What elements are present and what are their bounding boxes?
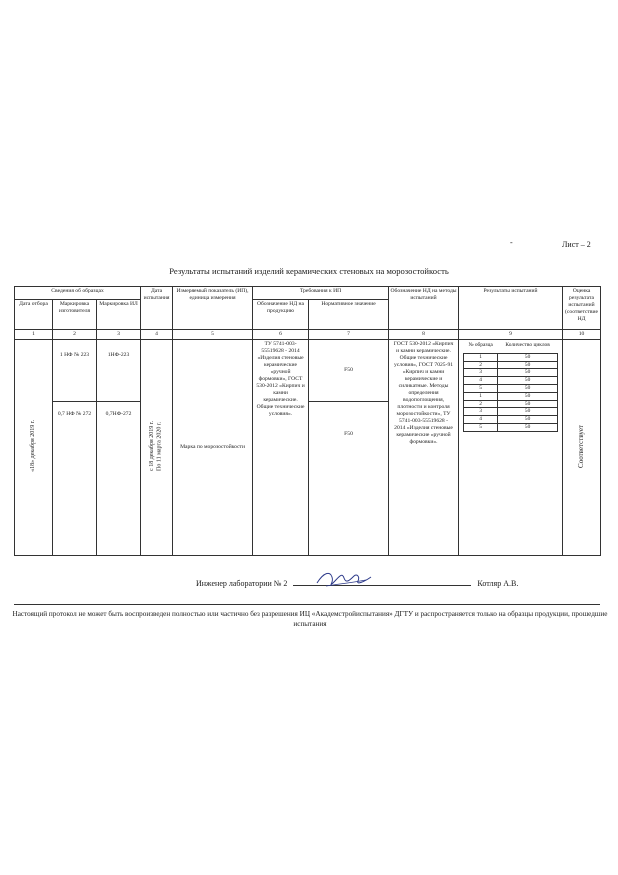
cycles-row: 2 50 <box>464 400 558 408</box>
test-date-header: Дата испытания <box>141 287 173 330</box>
methods-value: ГОСТ 530-2012 «Кирпич и камни керамические. Общие технические условия», ГОСТ 7025-91 «Кирпич и камни керамические и силикатные. Методы определения водопоглощения, плотности и контроля морозостойкости», ТУ 5741-003-55519628 - 2014 «Изделия стеновые керамические «ручной формовки». <box>393 341 454 445</box>
cycles-row: 5 50 <box>464 384 558 392</box>
document-title: Результаты испытаний изделий керамических стеновых на морозостойкость <box>169 266 449 276</box>
indicator-value: Марка по морозостойкости <box>180 444 245 450</box>
nd-product-cell <box>253 340 309 556</box>
sample-number-header: № образца <box>468 342 493 348</box>
column-number: 3 <box>97 330 141 340</box>
test-date-value: с 18 декабря 2019 г. По 11 марта 2020 г. <box>149 421 163 471</box>
sample2-maker-cell <box>53 402 97 556</box>
footer-divider <box>14 604 600 605</box>
sample1-lab-value: 1НФ-223 <box>107 352 130 358</box>
sample1-maker-cell <box>53 340 97 402</box>
lab-mark-header: Маркировка ИЛ <box>97 300 141 330</box>
sample2-maker-value: 0,7 НФ № 272 <box>57 411 92 417</box>
cycles-row: 1 50 <box>464 392 558 400</box>
norm-value-1: F50 <box>344 367 353 373</box>
assessment-value: Соответствует <box>577 424 586 468</box>
cycles-row: 3 50 <box>464 408 558 416</box>
maker-mark-header: Маркировка изготовителя <box>53 300 97 330</box>
results-header: Результаты испытаний <box>459 287 563 330</box>
sheet-number: Лист – 2 <box>562 240 591 249</box>
handwritten-signature <box>314 568 374 590</box>
methods-cell <box>389 340 459 556</box>
methods-header: Обозначение НД на методы испытаний <box>389 287 459 330</box>
cycles-row: 5 50 <box>464 423 558 431</box>
test-date-cell <box>141 340 173 556</box>
indicator-header: Измеряемый показатель (ИП), единица измерения <box>173 287 253 330</box>
norm-cell-1 <box>309 340 389 402</box>
sample2-lab-cell <box>97 402 141 556</box>
norm-value-header: Нормативное значение <box>309 300 389 330</box>
indicator-cell <box>173 340 253 556</box>
sample1-maker-value: 1 НФ № 223 <box>59 352 90 358</box>
nd-product-header: Обозначение НД на продукцию <box>253 300 309 330</box>
cycles-count-header: Количество циклов <box>505 342 550 348</box>
group-samples-header: Сведения об образцах <box>15 287 141 300</box>
header-mark: - <box>510 238 513 247</box>
cycles-row: 4 50 <box>464 416 558 424</box>
column-number: 6 <box>253 330 309 340</box>
column-number: 7 <box>309 330 389 340</box>
date-select-value: «18» декабря 2019 г. <box>29 420 36 472</box>
column-number: 5 <box>173 330 253 340</box>
cycles-row: 3 50 <box>464 369 558 377</box>
column-number: 10 <box>563 330 601 340</box>
column-number: 1 <box>15 330 53 340</box>
requirements-header: Требования к ИП <box>253 287 389 300</box>
cycles-row: 2 50 <box>464 361 558 369</box>
sample2-lab-value: 0,7НФ-272 <box>105 411 132 417</box>
sample1-lab-cell <box>97 340 141 402</box>
footer-note: Настоящий протокол не может быть воспроизведен полностью или частично без разрешения ИЦ «Академстройиспытания» ДГТУ и распространяется только на образцы продукции, прошедшие испытания <box>12 610 608 629</box>
cycles-row: 4 50 <box>464 377 558 385</box>
date-select-header: Дата отбора <box>15 300 53 330</box>
assessment-cell <box>563 340 601 556</box>
column-number: 9 <box>459 330 563 340</box>
nd-product-value: ТУ 5741-003-55519628 - 2014 «Изделия стеновые керамические «ручной формовки», ГОСТ 530-2012 «Кирпич и камни керамические. Общие технические условия». <box>256 341 305 417</box>
assessment-header: Оценка результата испытаний (соответствие НД <box>563 287 601 330</box>
results-cell <box>459 340 563 556</box>
column-number: 2 <box>53 330 97 340</box>
signature-name: Котляр А.В. <box>477 579 519 588</box>
results-table <box>14 286 601 556</box>
column-number: 8 <box>389 330 459 340</box>
norm-cell-2 <box>309 402 389 556</box>
column-number: 4 <box>141 330 173 340</box>
signature-position: Инженер лаборатории № 2 <box>196 579 288 588</box>
date-select-cell <box>15 340 53 556</box>
cycles-row: 1 50 <box>464 353 558 361</box>
cycles-table <box>463 342 558 432</box>
norm-value-2: F50 <box>344 431 353 437</box>
